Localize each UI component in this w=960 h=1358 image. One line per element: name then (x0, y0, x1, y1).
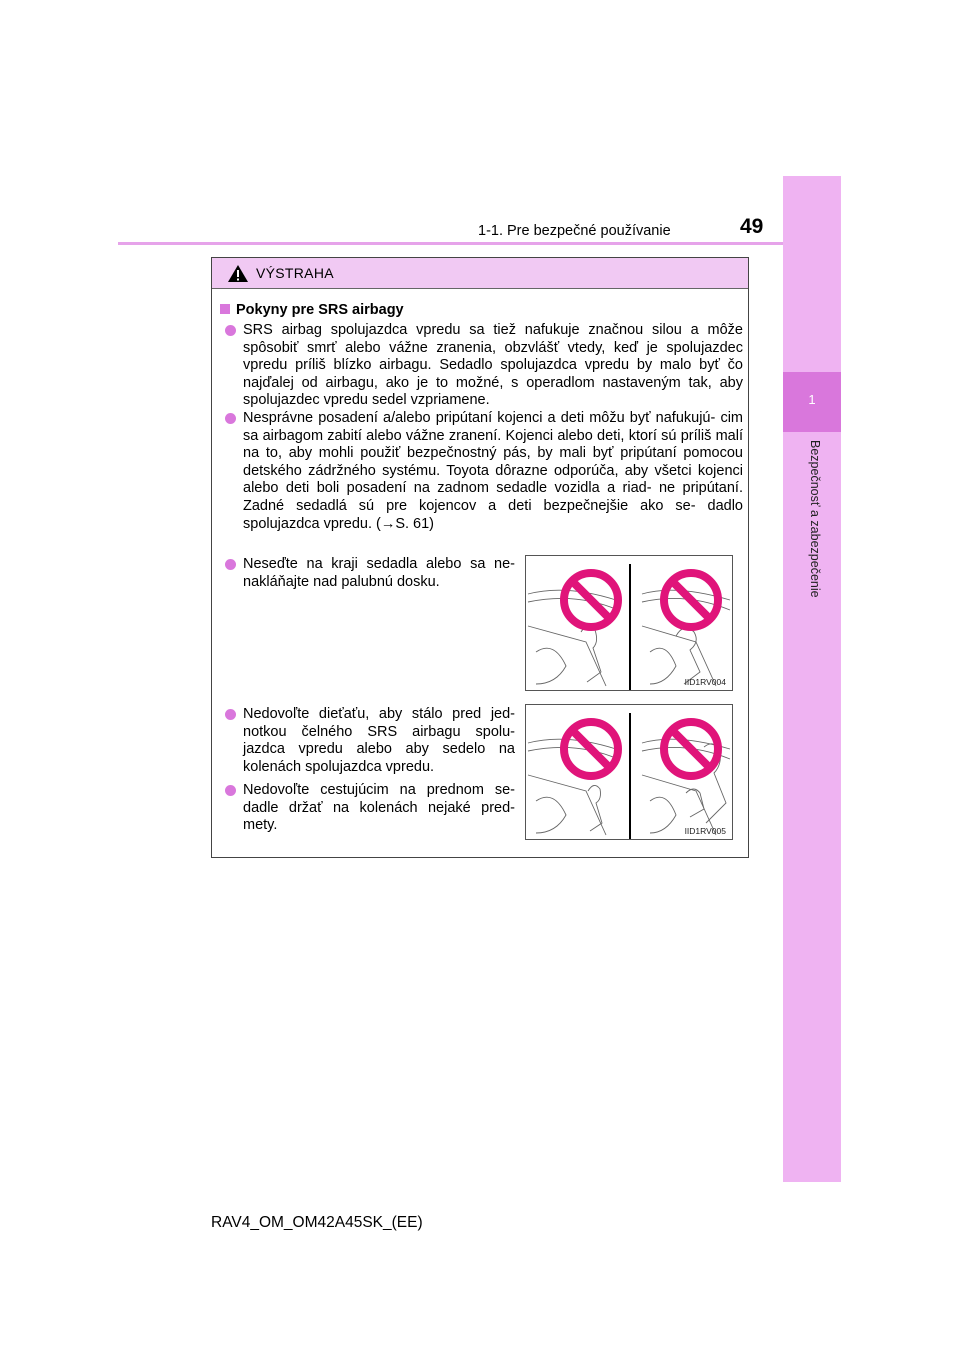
bullet-item (243, 322, 743, 410)
image-code: IID1RV005 (684, 826, 726, 836)
warning-box (211, 257, 749, 858)
bullet-text: Nedovoľte cestujúcim na prednom se- dadle držať na kolenách nejaké pred- mety. (243, 782, 515, 834)
illustration-leaning (525, 555, 733, 691)
dashboard-illustration (526, 705, 733, 840)
prohibited-icon (664, 573, 718, 627)
bullet-item (243, 706, 515, 776)
bullet-dot-icon (225, 709, 236, 720)
section-title: 1-1. Pre bezpečné používanie (478, 223, 671, 239)
page-number: 49 (740, 215, 764, 238)
prohibited-icon (564, 722, 618, 776)
bullet-item (243, 410, 743, 533)
bullet-text: SRS airbag spolujazdca vpredu sa tiež nafukuje značnou silou a môže spôsobiť smrť alebo vážne zranenia, obzvlášť vtedy, keď je spolujazdec vpredu príliš blízko airbagu. Sedadlo spolujazdca vpredu by malo byť čo najďalej od airbagu, ako je to možné, s operadlom nastaveným tak, aby spolujazdec vpredu sedel vzpriamene. (243, 322, 743, 409)
bullet-dot-icon (225, 325, 236, 336)
prohibited-icon (564, 573, 618, 627)
prohibited-icon (664, 722, 718, 776)
chapter-number: 1 (808, 392, 816, 407)
header-rule (118, 242, 783, 245)
bullet-dot-icon (225, 785, 236, 796)
bullet-item (243, 782, 515, 835)
bullet-dot-icon (225, 413, 236, 424)
bullet-text: Neseďte na kraji sedadla alebo sa ne- nakláňajte nad palubnú dosku. (243, 556, 515, 590)
chapter-label: Bezpečnosť a zabezpečenie (808, 440, 822, 598)
warning-triangle-icon (227, 264, 249, 283)
side-tab (783, 176, 841, 1182)
document-code: RAV4_OM_OM42A45SK_(EE) (211, 1214, 423, 1231)
bullet-dot-icon (225, 559, 236, 570)
square-bullet-icon (220, 304, 230, 314)
section-heading (220, 302, 404, 318)
illustration-child (525, 704, 733, 840)
section-heading-text: Pokyny pre SRS airbagy (236, 302, 404, 318)
warning-header (212, 258, 748, 289)
dashboard-illustration (526, 556, 733, 691)
bullet-text: Nedovoľte dieťaťu, aby stálo pred jed- notkou čelného SRS airbagu spolu- jazdca vpredu alebo aby sedelo na kolenách spolujazdca vpredu. (243, 706, 515, 775)
warning-title: VÝSTRAHA (256, 265, 334, 281)
bullet-text: Nesprávne posadení a/alebo pripútaní kojenci a deti môžu byť nafukujú- cim sa airbagom zabití alebo vážne zranení. Kojenci alebo deti, ktorí sú príliš malí na to, aby mohli použiť bezpečnostný pás, by mali byť pripútaní pomocou detského zádržného systému. Toyota dôrazne odporúča, aby všetci kojenci alebo deti boli posadení na zadnom sedadle vozidla a riad- ne pripútaní. Zadné sedadlá sú pre kojencov a deti bezpečnejšie ako se- dadlo spolujazdca vpredu. (→S. 61) (243, 410, 743, 532)
image-code: IID1RV004 (684, 677, 726, 687)
bullet-item (243, 556, 515, 591)
